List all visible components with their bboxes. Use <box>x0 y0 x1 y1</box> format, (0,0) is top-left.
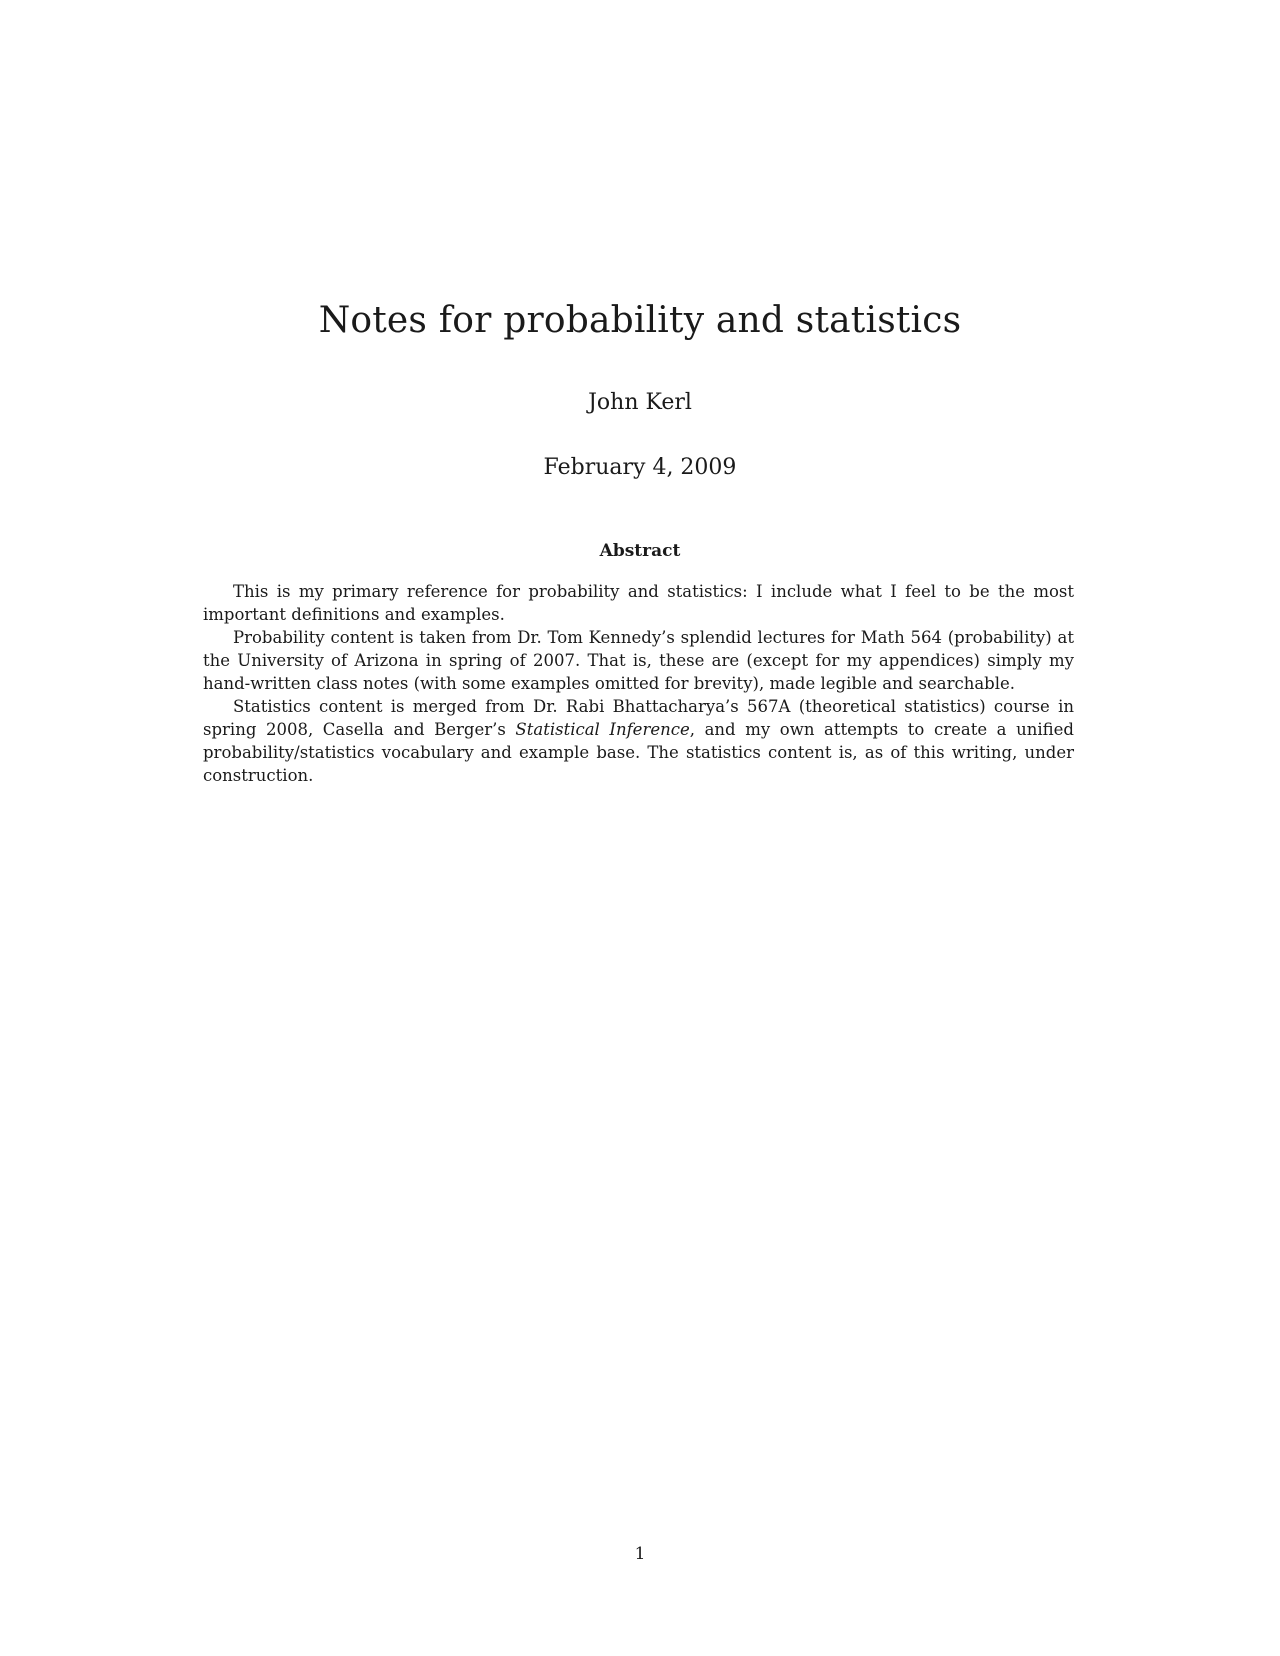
abstract-body <box>203 580 1074 787</box>
document-title: Notes for probability and statistics <box>318 300 962 341</box>
abstract-paragraph <box>203 695 1074 787</box>
abstract-heading: Abstract <box>599 541 681 561</box>
abstract-text: Statistics content is merged from Dr. Rabi Bhattacharya’s 567A (theoretical statistics) course in spring 2008, Casella and Berger’s <box>203 697 1074 739</box>
abstract-paragraph: This is my primary reference for probability and statistics: I include what I feel to be the most important definitions and examples. <box>203 582 1074 624</box>
abstract-paragraph: Probability content is taken from Dr. Tom Kennedy’s splendid lectures for Math 564 (probability) at the University of Arizona in spring of 2007. That is, these are (except for my appendices) simply my hand-written class notes (with some examples omitted for brevity), made legible and searchable. <box>203 628 1074 693</box>
page-number: 1 <box>634 1544 646 1564</box>
document-date: February 4, 2009 <box>543 455 737 480</box>
book-title: Statistical Inference <box>515 720 690 739</box>
abstract-text: , and my own attempts to create a unified probability/statistics vocabulary and example base. The statistics content is, as of this writing, under construction. <box>203 720 1074 785</box>
author-name: John Kerl <box>588 390 692 415</box>
